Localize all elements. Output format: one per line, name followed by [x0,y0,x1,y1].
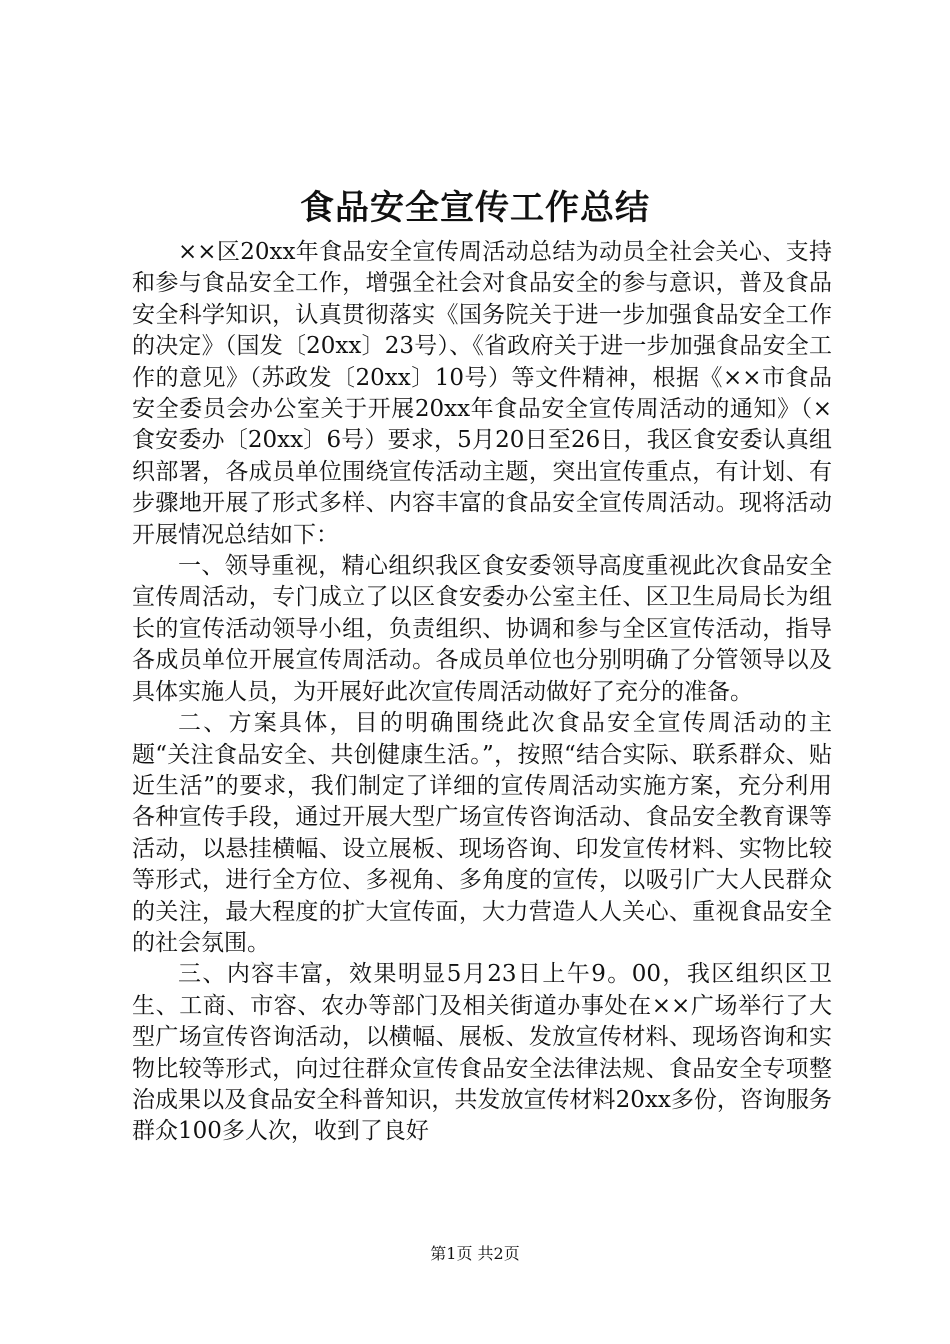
paragraph-section-2: 二、方案具体，目的明确围绕此次食品安全宣传周活动的主题“关注食品安全、共创健康生活。”，按照“结合实际、联系群众、贴近生活”的要求，我们制定了详细的宣传周活动实施方案，充分利用各种宣传手段，通过开展大型广场宣传咨询活动、食品安全教育课等活动，以悬挂横幅、设立展板、现场咨询、印发宣传材料、实物比较等形式，进行全方位、多视角、多角度的宣传，以吸引广大人民群众的关注，最大程度的扩大宣传面，大力营造人人关心、重视食品安全的社会氛围。 [132,710,832,956]
document-title: 食品安全宣传工作总结 [300,188,650,228]
paragraph-section-1: 一、领导重视，精心组织我区食安委领导高度重视此次食品安全宣传周活动，专门成立了以区食安委办公室主任、区卫生局局长为组长的宣传活动领导小组，负责组织、协调和参与全区宣传活动，指导各成员单位开展宣传周活动。各成员单位也分别明确了分管领导以及具体实施人员，为开展好此次宣传周活动做好了充分的准备。 [132,553,832,705]
document-body [132,237,832,1148]
paragraph-intro: ××区20xx年食品安全宣传周活动总结为动员全社会关心、支持和参与食品安全工作，增强全社会对食品安全的参与意识，普及食品安全科学知识，认真贯彻落实《国务院关于进一步加强食品安全工作的决定》（国发〔20xx〕23号）、《省政府关于进一步加强食品安全工作的意见》（苏政发〔20xx〕10号）等文件精神，根据《××市食品安全委员会办公室关于开展20xx年食品安全宣传周活动的通知》（×食安委办〔20xx〕6号）要求，5月20日至26日，我区食安委认真组织部署，各成员单位围绕宣传活动主题，突出宣传重点，有计划、有步骤地开展了形式多样、内容丰富的食品安全宣传周活动。现将活动开展情况总结如下： [132,239,832,548]
page-number-footer: 第1页 共2页 [430,1244,520,1263]
paragraph-section-3: 三、内容丰富，效果明显5月23日上午9。00，我区组织区卫生、工商、市容、农办等部门及相关街道办事处在××广场举行了大型广场宣传咨询活动，以横幅、展板、发放宣传材料、现场咨询和实物比较等形式，向过往群众宣传食品安全法律法规、食品安全专项整治成果以及食品安全科普知识，共发放宣传材料20xx多份，咨询服务群众100多人次，收到了良好 [132,961,832,1145]
